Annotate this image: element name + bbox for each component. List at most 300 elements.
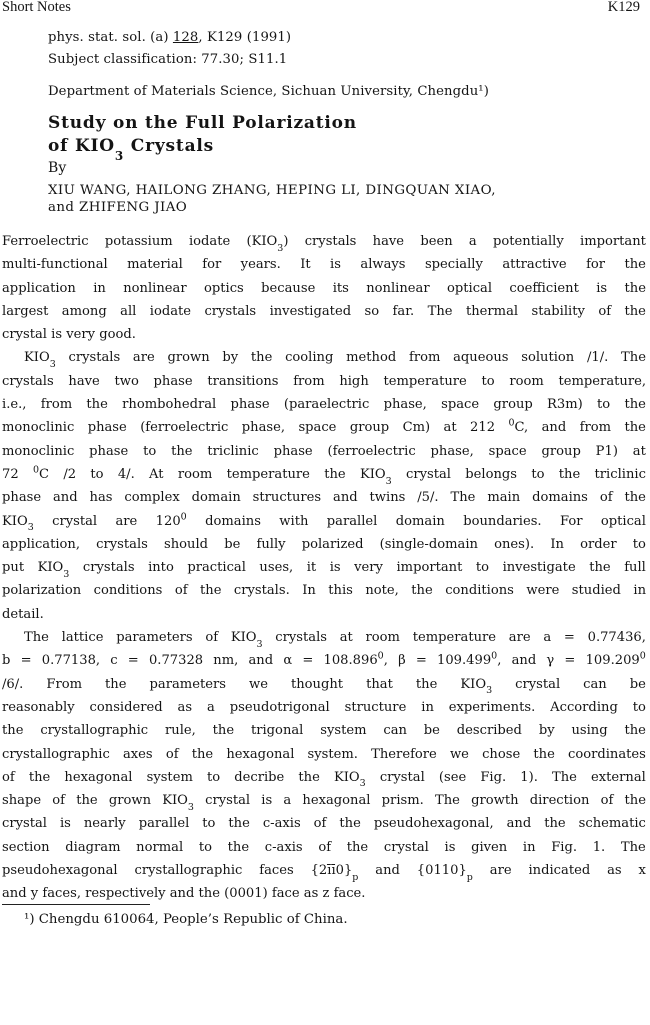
- word: are: [115, 513, 138, 529]
- word: to: [632, 536, 646, 552]
- word: uses,: [259, 560, 294, 576]
- word: i.e.,: [2, 397, 27, 413]
- word: cooling: [285, 350, 334, 366]
- word: faces: [259, 863, 294, 879]
- word: external: [591, 769, 646, 785]
- word: transitions: [207, 373, 279, 389]
- word: domains: [532, 490, 588, 506]
- word: to: [597, 397, 611, 413]
- word: at: [443, 420, 457, 436]
- word: is: [596, 280, 608, 296]
- word: axes: [122, 746, 153, 762]
- word: nonlinear: [123, 280, 187, 296]
- word: in: [421, 699, 434, 715]
- body-line: [2, 696, 646, 719]
- word: is: [329, 560, 341, 576]
- word: largest: [2, 303, 49, 319]
- word: monoclinic: [2, 420, 75, 436]
- word: optical: [600, 513, 646, 529]
- word: crystallographic: [134, 863, 243, 879]
- word: complex: [124, 490, 180, 506]
- word: were: [526, 583, 560, 599]
- word: we: [449, 746, 469, 762]
- word: material: [127, 257, 183, 273]
- word: system: [320, 723, 367, 739]
- word: of: [600, 793, 614, 809]
- word: parameters: [149, 676, 226, 692]
- word: practical: [187, 560, 246, 576]
- word: the: [624, 420, 646, 436]
- word: studied: [571, 583, 621, 599]
- word: x: [638, 863, 646, 879]
- body-line: [2, 579, 646, 602]
- word: aqueous: [453, 350, 509, 366]
- word: 0.77436,: [587, 630, 646, 646]
- word: The: [24, 630, 49, 646]
- word: and: [375, 863, 400, 879]
- word: years.: [240, 257, 281, 273]
- word: nearly: [83, 816, 126, 832]
- word: 108.896$^0$,: [323, 650, 388, 669]
- word: phase: [87, 420, 127, 436]
- word: potassium: [104, 234, 173, 249]
- word: Cm): [402, 420, 431, 436]
- running-header-left: Short Notes: [2, 0, 71, 15]
- word: we: [248, 676, 268, 692]
- by-label: By: [48, 160, 67, 176]
- word: rhombohedral: [122, 397, 217, 413]
- word: two: [114, 373, 139, 389]
- word: (0001): [224, 886, 268, 902]
- word: investigated: [269, 303, 352, 319]
- word: crystal: [383, 839, 429, 855]
- word: boundaries.: [463, 513, 542, 529]
- word: crystals.: [233, 583, 290, 599]
- word: shape: [2, 793, 42, 809]
- word: $KIO_3$: [460, 676, 493, 697]
- word: =: [563, 630, 575, 646]
- word: $^0$C: [32, 464, 50, 482]
- word: is: [444, 839, 456, 855]
- word: phase: [89, 443, 129, 459]
- word: parallel: [138, 816, 190, 832]
- word: From: [46, 676, 83, 692]
- word: is: [261, 793, 273, 809]
- word: the: [624, 303, 646, 319]
- word: belongs: [465, 466, 518, 482]
- running-header-page: K129: [607, 0, 640, 15]
- word: the: [200, 583, 222, 599]
- word: chose: [482, 746, 521, 762]
- word: important: [580, 234, 646, 249]
- word: the: [339, 816, 361, 832]
- word: phase,: [241, 420, 286, 436]
- word: According: [550, 699, 618, 715]
- word: 109.499$^0$,: [437, 650, 502, 669]
- word: At: [149, 466, 164, 482]
- word: hexagonal: [302, 793, 371, 809]
- word: domains: [205, 513, 261, 529]
- word: attractive: [502, 257, 567, 273]
- word: The: [435, 793, 460, 809]
- word: $KIO_3$: [37, 560, 70, 580]
- word: given: [471, 839, 508, 855]
- word: described: [456, 723, 522, 739]
- word: in: [522, 839, 536, 855]
- word: crystals: [2, 373, 54, 389]
- word: 109.209$^0$: [585, 650, 646, 669]
- word: coordinates: [567, 746, 646, 762]
- word: the: [324, 466, 346, 482]
- word: be: [423, 723, 440, 739]
- word: $KIO_3$: [24, 350, 56, 371]
- word: a: [543, 630, 552, 646]
- word: of: [52, 793, 66, 809]
- word: y: [30, 886, 39, 902]
- word: group: [349, 420, 390, 436]
- word: the: [624, 723, 646, 739]
- word: have: [68, 373, 100, 389]
- word: from: [293, 373, 325, 389]
- word: $KIO_3$: [333, 769, 366, 790]
- word: the: [624, 793, 646, 809]
- word: to: [632, 699, 646, 715]
- body-line: [2, 463, 646, 486]
- word: has: [89, 490, 113, 506]
- word: monoclinic: [2, 443, 75, 459]
- word: hexagonal: [226, 746, 295, 762]
- word: (ferroelectric: [140, 420, 229, 436]
- word: pseudohexagonal: [2, 863, 118, 879]
- word: /1/.: [586, 350, 609, 366]
- word: multi-functional: [2, 257, 108, 273]
- word: /6/.: [2, 676, 24, 692]
- word: faces,: [42, 886, 81, 902]
- word: b: [2, 653, 11, 669]
- word: application,: [2, 536, 81, 552]
- body-line: [2, 882, 646, 905]
- word: system: [146, 769, 193, 785]
- word: the: [624, 257, 646, 273]
- word: schematic: [578, 816, 646, 832]
- word: the: [415, 676, 438, 692]
- word: (ferroelectric: [327, 443, 416, 459]
- word: at: [632, 443, 646, 459]
- word: domain: [395, 513, 445, 529]
- body-line: [2, 649, 646, 672]
- word: the: [558, 466, 581, 482]
- body-line: [2, 766, 646, 789]
- word: It: [300, 257, 311, 273]
- word: are: [508, 630, 531, 646]
- word: full: [624, 560, 646, 576]
- word: section: [2, 839, 50, 855]
- word: note,: [365, 583, 399, 599]
- word: the: [624, 280, 646, 296]
- word: crystals: [68, 350, 121, 366]
- word: always: [360, 257, 406, 273]
- word: growth: [471, 793, 519, 809]
- word: by: [222, 350, 239, 366]
- word: crystals: [304, 234, 357, 249]
- word: experiments.: [448, 699, 536, 715]
- word: been: [420, 234, 453, 249]
- word: with: [279, 513, 309, 529]
- word: to: [531, 466, 545, 482]
- word: the: [76, 793, 98, 809]
- word: its: [332, 280, 349, 296]
- affiliation: Department of Materials Science, Sichuan University, Chengdu¹): [48, 84, 489, 99]
- word: so: [364, 303, 380, 319]
- word: =: [20, 653, 32, 669]
- word: fully: [256, 536, 286, 552]
- word: of: [318, 839, 332, 855]
- word: main: [487, 490, 521, 506]
- word: Therefore: [371, 746, 437, 762]
- word: The: [427, 303, 453, 319]
- word: and: [541, 420, 567, 436]
- word: as: [607, 863, 622, 879]
- word: very: [354, 560, 383, 576]
- word: iodate: [188, 234, 231, 249]
- word: to: [481, 373, 495, 389]
- word: the: [624, 490, 646, 506]
- word: good.: [99, 327, 136, 343]
- word: The: [620, 839, 646, 855]
- word: $KIO_3$: [230, 630, 263, 650]
- body-line: [2, 323, 646, 346]
- word: indicated: [528, 863, 591, 879]
- word: is: [59, 816, 71, 832]
- word: to: [202, 816, 216, 832]
- body-line: [2, 836, 646, 859]
- word: lattice: [61, 630, 104, 646]
- word: For: [559, 513, 583, 529]
- word: crystals: [82, 560, 135, 576]
- word: In: [550, 536, 564, 552]
- body-line: [2, 440, 646, 463]
- word: put: [2, 560, 25, 576]
- word: structures: [252, 490, 322, 506]
- word: c: [110, 653, 118, 669]
- word: and: [53, 490, 78, 506]
- authors-line-2: and ZHIFENG JIAO: [48, 200, 188, 215]
- word: crystal: [2, 816, 47, 832]
- word: phase: [2, 490, 42, 506]
- word: it: [306, 560, 317, 576]
- word: are: [132, 350, 155, 366]
- word: that: [366, 676, 393, 692]
- word: of: [599, 490, 613, 506]
- word: stability: [531, 303, 585, 319]
- word: crystallographic: [40, 723, 149, 739]
- word: as: [177, 699, 193, 715]
- word: to: [143, 443, 157, 459]
- word: for: [586, 257, 606, 273]
- word: /2: [63, 466, 77, 482]
- word: The: [551, 769, 577, 785]
- word: the: [624, 397, 646, 413]
- word: 1).: [520, 769, 538, 785]
- word: c-axis: [264, 839, 303, 855]
- word: temperature: [383, 373, 467, 389]
- word: and: [333, 490, 358, 506]
- word: Ferroelectric: [2, 234, 89, 249]
- word: domain: [191, 490, 241, 506]
- word: grown: [167, 350, 210, 366]
- word: crystallographic: [2, 746, 110, 762]
- word: are: [489, 863, 512, 879]
- word: space: [488, 443, 527, 459]
- word: this: [328, 583, 353, 599]
- body-line: [2, 743, 646, 766]
- word: phase,: [383, 397, 427, 413]
- body-line: [2, 556, 646, 579]
- word: detail.: [2, 606, 44, 622]
- body-line: [2, 393, 646, 416]
- word: c-axis: [262, 816, 301, 832]
- word: crystals: [275, 630, 327, 646]
- word: pseudohexagonal,: [373, 816, 494, 832]
- word: crystal: [406, 466, 451, 482]
- word: the: [411, 583, 433, 599]
- word: Fig.: [551, 839, 578, 855]
- word: $(KIO_3)$: [246, 234, 289, 254]
- body-line: [2, 230, 646, 253]
- word: can: [583, 676, 607, 692]
- word: and: [169, 886, 195, 902]
- word: the: [228, 816, 250, 832]
- word: the: [589, 560, 611, 576]
- body-line: [2, 253, 646, 276]
- word: thought: [290, 676, 344, 692]
- body-line: [2, 603, 646, 626]
- word: in: [93, 280, 106, 296]
- word: $KIO_3$: [359, 466, 392, 487]
- word: =: [302, 653, 314, 669]
- word: (single-domain: [379, 536, 478, 552]
- body-line: [2, 533, 646, 556]
- word: hexagonal: [64, 769, 133, 785]
- word: direction: [529, 793, 590, 809]
- word: polarized: [301, 536, 364, 552]
- word: triclinic: [594, 466, 646, 482]
- word: triclinic: [207, 443, 259, 459]
- word: very: [66, 327, 96, 343]
- citation-rest: , K129 (1991): [198, 30, 292, 45]
- word: parallel: [326, 513, 378, 529]
- word: investigate: [502, 560, 576, 576]
- word: the: [105, 676, 127, 692]
- body-line: [2, 789, 646, 812]
- word: and: [2, 886, 27, 902]
- word: polarization: [2, 583, 82, 599]
- word: from: [408, 350, 441, 366]
- word: temperature: [412, 630, 497, 646]
- word: the: [227, 839, 250, 855]
- word: The: [450, 490, 476, 506]
- word: temperature: [226, 466, 310, 482]
- word: nm,: [213, 653, 239, 669]
- word: /5/.: [417, 490, 439, 506]
- word: prism.: [381, 793, 424, 809]
- word: crystal: [515, 676, 561, 692]
- word: conditions: [445, 583, 514, 599]
- word: the: [298, 769, 320, 785]
- word: pseudotrigonal: [229, 699, 330, 715]
- word: iodate: [149, 303, 192, 319]
- word: In: [302, 583, 316, 599]
- word: trigonal: [250, 723, 304, 739]
- word: room: [177, 466, 213, 482]
- word: in: [633, 583, 646, 599]
- word: a: [283, 793, 292, 809]
- word: group: [541, 443, 581, 459]
- word: and: [511, 653, 537, 669]
- word: crystal: [52, 513, 98, 529]
- title-line-1: Study on the Full Polarization: [48, 113, 357, 133]
- word: to: [198, 839, 212, 855]
- word: space: [298, 420, 337, 436]
- word: the: [28, 769, 51, 785]
- title-line-2: of $KIO_3$ Crystals: [48, 136, 215, 164]
- word: $^0$C,: [508, 418, 529, 436]
- word: thermal: [465, 303, 519, 319]
- word: among: [61, 303, 107, 319]
- word: structure: [344, 699, 407, 715]
- word: to: [206, 769, 221, 785]
- word: face: [271, 886, 300, 902]
- subject-classification: Subject classification: 77.30; S11.1: [48, 52, 288, 67]
- word: 72: [2, 466, 19, 482]
- word: α: [283, 653, 293, 669]
- word: the: [2, 723, 24, 739]
- word: far.: [392, 303, 415, 319]
- citation-volume: 128: [172, 30, 199, 45]
- word: into: [148, 560, 174, 576]
- word: 212: [470, 420, 496, 436]
- word: P1): [595, 443, 618, 459]
- word: the: [346, 839, 369, 855]
- word: the: [544, 816, 566, 832]
- word: all: [120, 303, 137, 319]
- word: R3m): [547, 397, 583, 413]
- word: 0.77328: [148, 653, 204, 669]
- word: because: [261, 280, 316, 296]
- word: =: [564, 653, 576, 669]
- word: =: [127, 653, 139, 669]
- word: Fig.: [480, 769, 507, 785]
- word: (see: [438, 769, 467, 785]
- body-line: [2, 719, 646, 742]
- word: 1.: [592, 839, 606, 855]
- word: considered: [89, 699, 163, 715]
- body-line: [2, 277, 646, 300]
- word: parameters: [116, 630, 193, 646]
- body-line: [2, 673, 646, 696]
- word: twins: [369, 490, 406, 506]
- word: to: [90, 466, 104, 482]
- word: phase,: [430, 443, 474, 459]
- word: (paraelectric: [283, 397, 370, 413]
- word: ones).: [494, 536, 535, 552]
- word: =: [415, 653, 427, 669]
- word: for: [202, 257, 222, 273]
- body-line: [2, 510, 646, 533]
- word: 0.77138,: [41, 653, 101, 669]
- word: at: [339, 630, 353, 646]
- body-line: [2, 812, 646, 835]
